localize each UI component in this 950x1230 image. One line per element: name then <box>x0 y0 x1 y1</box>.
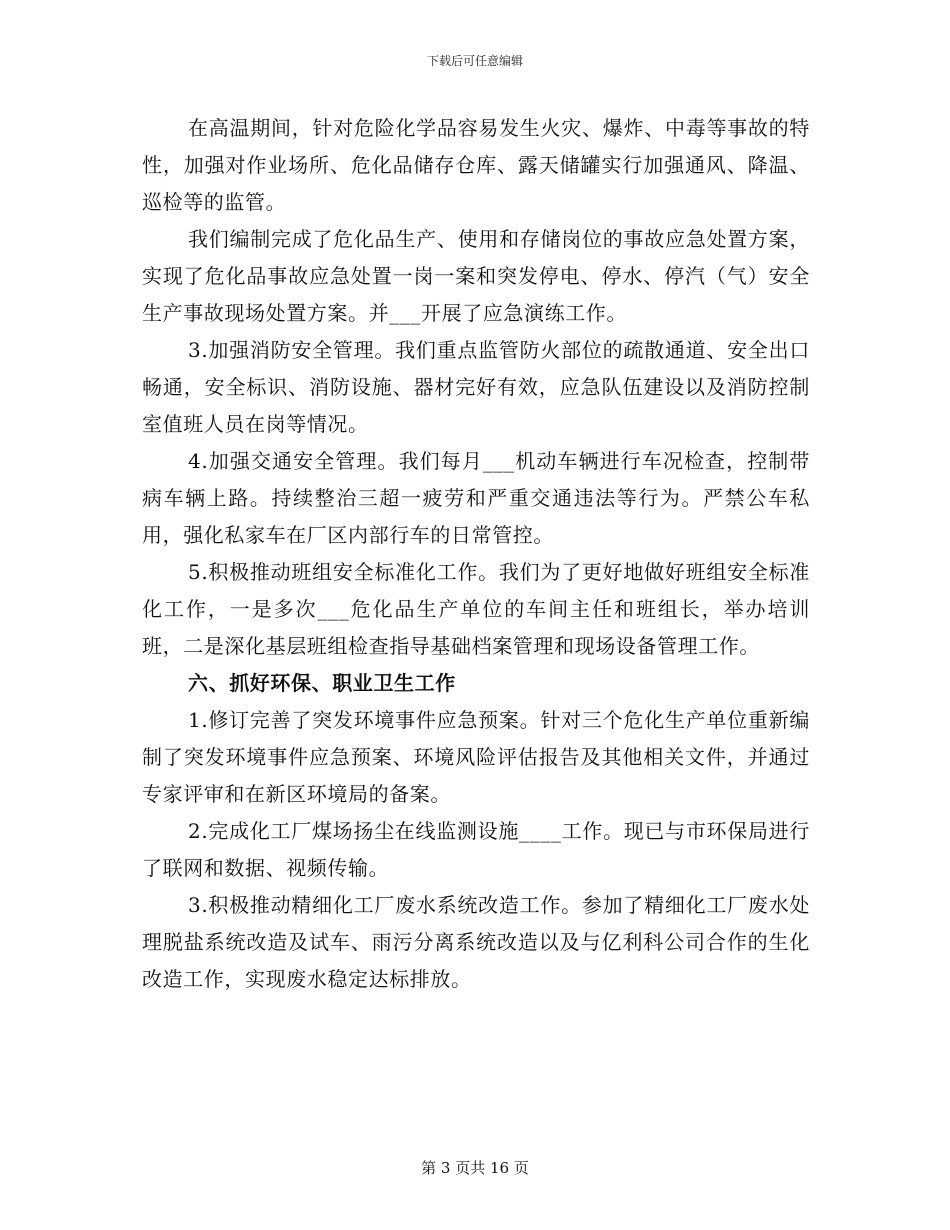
paragraph-high-temperature: 在高温期间，针对危险化学品容易发生火灾、爆炸、中毒等事故的特性，加强对作业场所、危化品储存仓库、露天储罐实行加强通风、降温、巡检等的监管。 <box>142 116 810 214</box>
paragraph-emergency-plan: 我们编制完成了危化品生产、使用和存储岗位的事故应急处置方案，实现了危化品事故应急处置一岗一案和突发停电、停水、停汽（气）安全生产事故现场处置方案。并___开展了应急演练工作。 <box>142 227 810 325</box>
paragraph-fire-safety: 3.加强消防安全管理。我们重点监管防火部位的疏散通道、安全出口畅通，安全标识、消防设施、器材完好有效，应急队伍建设以及消防控制室值班人员在岗等情况。 <box>142 338 810 436</box>
page-header: 下载后可任意编辑 <box>426 54 523 68</box>
paragraph-dust-monitoring: 2.完成化工厂煤场扬尘在线监测设施____工作。现已与市环保局进行了联网和数据、视频传输。 <box>142 819 810 880</box>
section-heading: 六、抓好环保、职业卫生工作 <box>188 671 456 695</box>
paragraph-traffic-safety: 4.加强交通安全管理。我们每月___机动车辆进行车况检查，控制带病车辆上路。持续整治三超一疲劳和严重交通违法等行为。严禁公车私用，强化私家车在厂区内部行车的日常管控。 <box>142 449 810 547</box>
paragraph-team-standardization: 5.积极推动班组安全标准化工作。我们为了更好地做好班组安全标准化工作，一是多次___危化品生产单位的车间主任和班组长，举办培训班，二是深化基层班组检查指导基础档案管理和现场设备管理工作。 <box>142 560 810 658</box>
paragraph-wastewater: 3.积极推动精细化工厂废水系统改造工作。参加了精细化工厂废水处理脱盐系统改造及试车、雨污分离系统改造以及与亿利科公司合作的生化改造工作，实现废水稳定达标排放。 <box>142 893 810 991</box>
document-body <box>142 110 810 998</box>
paragraph-environment-plan: 1.修订完善了突发环境事件应急预案。针对三个危化生产单位重新编制了突发环境事件应急预案、环境风险评估报告及其他相关文件，并通过专家评审和在新区环境局的备案。 <box>142 708 810 806</box>
page-number: 第 3 页共 16 页 <box>421 1159 529 1177</box>
